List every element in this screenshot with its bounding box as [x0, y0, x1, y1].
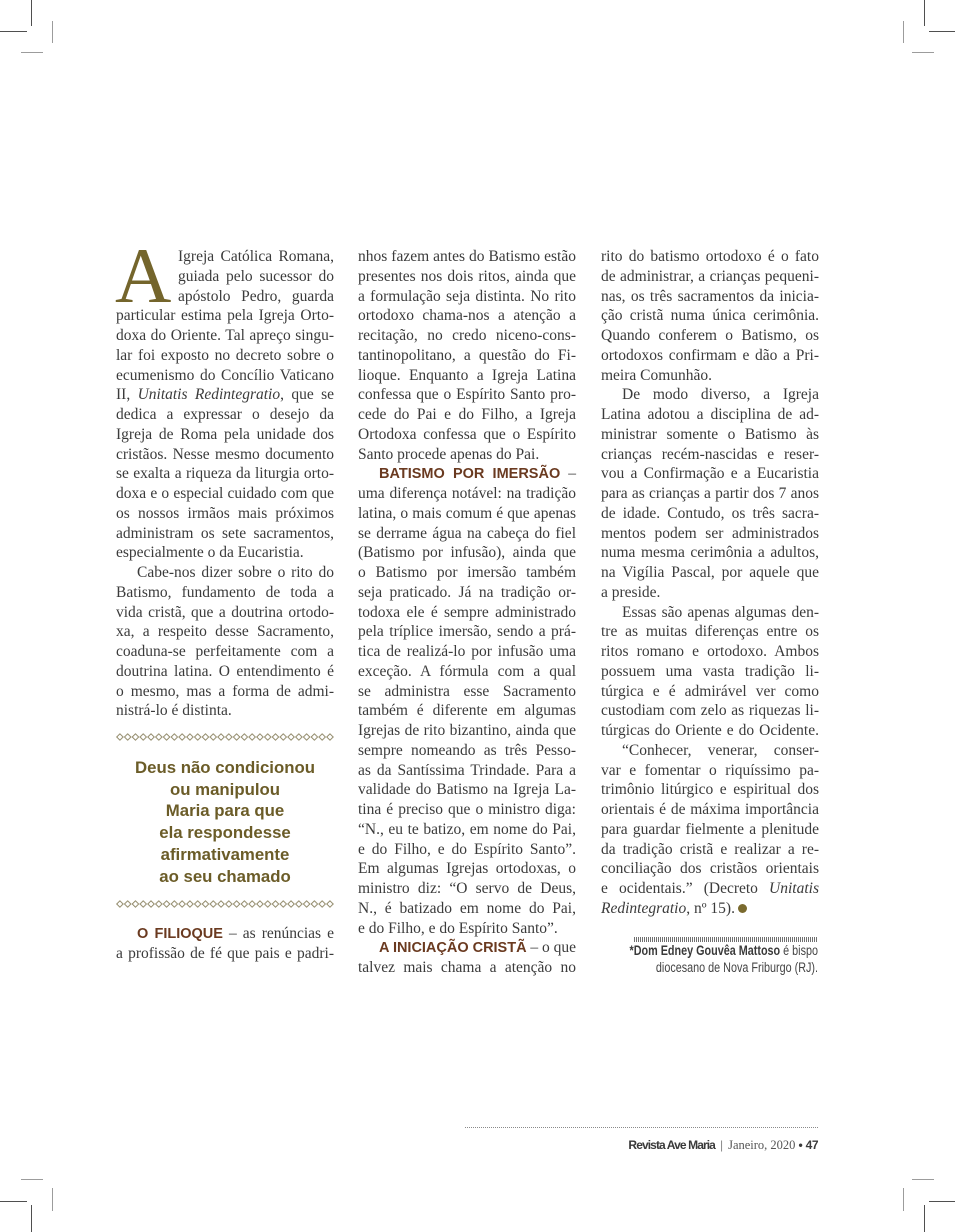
text-line [601, 800, 819, 820]
crop-mark [929, 31, 955, 32]
line-text [116, 386, 334, 403]
pull-quote-line: Deus não condicionou [135, 758, 315, 777]
text-line [601, 326, 819, 346]
text-line [601, 859, 819, 879]
text-line [116, 944, 334, 964]
line-text: uma diferença notável: na tradição [358, 485, 576, 502]
line-text: especialmente o da Eucaristia. [116, 544, 304, 562]
text-line [116, 425, 334, 445]
line-text: ritos romano e ortodoxo. Ambos [601, 643, 819, 660]
text-line [116, 603, 334, 623]
text-line [601, 287, 819, 307]
pull-quote-line: Maria para que [165, 801, 285, 821]
line-text: todoxa ele é sempre administrado [358, 603, 576, 621]
drop-cap: A [115, 232, 172, 319]
text-line [116, 484, 334, 504]
crop-mark [31, 1205, 32, 1232]
line-text: rito do batismo ortodoxo é o fato [601, 248, 819, 265]
line-text: nhos fazem antes do Batismo estão [358, 248, 576, 265]
text-line [601, 346, 819, 366]
text-line [601, 445, 819, 465]
line-text: Cabe-nos dizer sobre o rito do [137, 564, 334, 581]
line-text [137, 925, 334, 942]
document-title-italic: Unitatis [769, 880, 819, 897]
text-line [116, 642, 334, 662]
line-text: cede do Pai e do Filho, a Igreja [358, 406, 576, 423]
line-text: pela tríplice imersão, sendo a prá- [358, 623, 576, 641]
crop-mark [52, 1188, 53, 1211]
line-text: se exalta a riqueza da liturgia orto- [116, 465, 334, 483]
text-line [601, 761, 819, 781]
line-text: meira Comunhão. [601, 366, 713, 384]
text-line [601, 721, 819, 741]
text-line [358, 524, 576, 544]
line-text: apóstolo Pedro, guarda [178, 287, 334, 305]
line-text: lar foi exposto no decreto sobre o [116, 346, 334, 364]
line-text: Igreja de Roma pela unidade dos [116, 425, 334, 443]
text-line [116, 247, 334, 267]
text-line [358, 563, 576, 583]
line-text [601, 900, 747, 917]
text-line [358, 682, 576, 702]
text-line [601, 306, 819, 326]
text-line [358, 603, 576, 623]
line-text: coaduna-se perfeitamente com a [116, 643, 334, 660]
line-text: De modo diverso, a Igreja [622, 386, 819, 404]
pull-quote-line: ao seu chamado [159, 866, 291, 886]
line-text: orientais é de máxima importância [601, 801, 819, 818]
crop-mark [924, 1205, 925, 1232]
text-run: , que se [280, 386, 334, 404]
text-line [116, 622, 334, 642]
text-run: – [560, 465, 577, 483]
footer-separator: | [719, 1138, 724, 1152]
text-line [601, 840, 819, 860]
line-text: numa mesma cerimônia a adultos, [601, 544, 819, 562]
text-line [601, 267, 819, 287]
text-line [358, 622, 576, 642]
section-heading: A INICIAÇÃO CRISTÃ [379, 940, 527, 957]
crop-mark [929, 1201, 955, 1202]
text-line [358, 464, 576, 484]
line-text: se derrame água na cabeça do fiel [358, 524, 576, 542]
line-text: doxa e o especial cuidado com que [116, 485, 334, 502]
author-footnote [560, 942, 818, 976]
article-column-1 [116, 247, 334, 721]
line-text: trimônio litúrgico e espiritual dos [601, 781, 819, 799]
footnote-line [612, 959, 818, 976]
ornamental-divider [116, 733, 334, 741]
text-run: e ocidentais.” (Decreto [601, 880, 770, 897]
text-line [358, 425, 576, 445]
line-text: exceção. A fórmula com a qual [358, 662, 576, 680]
text-line [358, 919, 576, 939]
ornamental-divider [116, 900, 334, 908]
line-text: ção cristã numa única cerimônia. [601, 307, 819, 325]
line-text: dedica a expressar o desejo da [116, 406, 334, 423]
line-text: Essas são apenas algumas den- [622, 603, 819, 621]
line-text: a preside. [601, 583, 661, 601]
text-line [358, 780, 576, 800]
text-line [358, 405, 576, 425]
text-line [116, 267, 334, 287]
line-text: custodiam com zelo as riquezas li- [601, 702, 819, 720]
line-text: latina, o mais comum é que apenas [358, 504, 576, 522]
text-line [358, 958, 576, 978]
text-line [601, 622, 819, 642]
text-line [358, 642, 576, 662]
text-line [601, 899, 819, 919]
text-line [358, 840, 576, 860]
text-line [116, 924, 334, 944]
article-column-1-continued [116, 924, 334, 964]
text-line [358, 504, 576, 524]
line-text: nistrá-lo é distinta. [116, 702, 232, 720]
line-text: seja praticado. Já na tradição or- [358, 583, 576, 601]
article-column-2 [358, 247, 576, 978]
text-line [358, 701, 576, 721]
text-line [116, 701, 334, 721]
line-text: cristãos. Nesse mesmo documento [116, 445, 334, 463]
line-text: os nossos irmãos mais próximos [116, 504, 334, 522]
line-text: xa, a respeito desse Sacramento, [116, 623, 334, 641]
line-text: para as crianças a partir dos 7 anos [601, 485, 819, 502]
section-heading: O FILIOQUE [137, 926, 223, 942]
text-line [116, 445, 334, 465]
text-line [358, 247, 576, 267]
divider-pattern [116, 900, 334, 908]
text-line [601, 405, 819, 425]
text-line [358, 445, 576, 465]
line-text: se administra esse Sacramento [358, 682, 576, 700]
divider-pattern [116, 733, 334, 741]
text-line [116, 682, 334, 702]
pull-quote-line: ou manipulou [170, 779, 280, 799]
line-text: mentos podem ser administrados [601, 524, 819, 542]
page-number: 47 [805, 1138, 818, 1152]
line-text: o Batismo por imersão também [358, 564, 576, 581]
text-line [358, 938, 576, 958]
text-line [116, 366, 334, 386]
text-line [601, 464, 819, 484]
line-text: Batismo, fundamento de toda a [116, 583, 334, 601]
text-line [358, 879, 576, 899]
text-line [358, 662, 576, 682]
pull-quote [116, 757, 334, 887]
footnote-text: diocesano de Nova Friburgo (RJ). [655, 960, 818, 975]
text-line [358, 543, 576, 563]
magazine-name: Revista Ave Maria [628, 1138, 715, 1152]
text-run: , nº 15). [686, 899, 735, 917]
text-line [116, 385, 334, 405]
issue-date: Janeiro, 2020 [728, 1138, 796, 1152]
text-line [116, 504, 334, 524]
line-text: recitação, no credo niceno-cons- [358, 327, 576, 344]
line-text: tantinopolitano, a questão do Fi- [358, 346, 576, 364]
text-line [358, 346, 576, 366]
text-line [358, 859, 576, 879]
line-text: doutrina latina. O entendimento é [116, 662, 334, 680]
pull-quote-line: afirmativamente [160, 844, 290, 864]
line-text: Quando conferem o Batismo, os [601, 327, 819, 344]
line-text: tina é preciso que o ministro diga: [358, 801, 576, 818]
text-line [601, 603, 819, 623]
line-text [379, 465, 576, 482]
line-text: doxa do Oriente. Tal apreço singu- [116, 327, 334, 344]
line-text [601, 880, 819, 897]
text-line [358, 306, 576, 326]
line-text: e do Filho, e do Espírito Santo”. [358, 919, 558, 937]
text-line [358, 287, 576, 307]
text-line [358, 761, 576, 781]
document-title-italic: Unitatis Redintegratio [137, 386, 281, 404]
text-run: II, [116, 386, 138, 404]
text-line [601, 741, 819, 761]
line-text: Latina adotou a disciplina de ad- [601, 406, 819, 423]
line-text: Ortodoxa confessa que o Espírito [358, 425, 576, 443]
text-line [601, 504, 819, 524]
text-run: – o que [526, 939, 576, 957]
text-line [601, 247, 819, 267]
line-text: talvez mais chama a atenção no [358, 959, 576, 976]
line-text: lioque. Enquanto a Igreja Latina [358, 366, 576, 384]
text-line [601, 583, 819, 603]
line-text: crianças recém-nascidas e reser- [601, 445, 819, 463]
line-text: o mesmo, mas a forma de admi- [116, 682, 334, 700]
line-text [379, 939, 576, 956]
text-line [601, 701, 819, 721]
text-line [601, 484, 819, 504]
crop-mark [0, 31, 27, 32]
text-line [358, 899, 576, 919]
crop-mark [0, 1201, 27, 1202]
line-text: Em algumas Igrejas ortodoxas, o [358, 860, 576, 878]
text-line [358, 267, 576, 287]
line-text: ortodoxos confirmam e dão a Pri- [601, 346, 819, 364]
text-line [116, 346, 334, 366]
text-line [358, 484, 576, 504]
line-text: possuem uma vasta tradição li- [601, 662, 819, 680]
line-text: tica de realizá-lo por infusão uma [358, 643, 576, 660]
line-text: túrgicas do Oriente e do Ocidente. [601, 722, 819, 739]
author-name: *Dom Edney Gouvêa Mattoso [629, 943, 781, 958]
line-text: tre as muitas diferenças entre os [601, 623, 819, 641]
crop-mark [912, 1179, 934, 1180]
text-line [358, 366, 576, 386]
line-text: na Vigília Pascal, por aquele que [601, 564, 819, 581]
crop-mark [924, 0, 925, 26]
line-text: de idade. Contudo, os três sacra- [601, 504, 819, 522]
section-heading: BATISMO POR IMERSÃO [379, 466, 561, 483]
crop-mark [21, 1179, 43, 1180]
line-text: nas, os três sacramentos da inicia- [601, 287, 819, 305]
crop-mark [31, 0, 32, 26]
page-footer [628, 1136, 818, 1154]
text-line [116, 287, 334, 307]
line-text: var e fomentar o riquíssimo pa- [601, 761, 819, 779]
text-line [358, 800, 576, 820]
text-line [601, 543, 819, 563]
text-line [116, 405, 334, 425]
line-text: túrgica e é admirável ver como [601, 682, 819, 700]
line-text: para guardar fielmente a plenitude [601, 820, 819, 838]
text-line [116, 543, 334, 563]
line-text: também é diferente em algumas [358, 702, 576, 720]
crop-mark [903, 21, 904, 43]
text-line [358, 820, 576, 840]
line-text: Igrejas de rito bizantino, ainda que [358, 722, 576, 739]
text-run: – as renúncias e [222, 925, 334, 942]
footnote-line [612, 942, 818, 959]
text-line [358, 385, 576, 405]
line-text: ortodoxo chama-nos a atenção a [358, 307, 576, 325]
line-text: a formulação seja distinta. No rito [358, 287, 576, 305]
text-line [358, 741, 576, 761]
text-line [601, 524, 819, 544]
line-text: validade do Batismo na Igreja La- [358, 781, 576, 799]
text-line [358, 583, 576, 603]
line-text: da tradição cristã e realizar a re- [601, 840, 819, 858]
line-text: vida cristã, que a doutrina ortodo- [116, 603, 334, 621]
end-of-article-mark-icon [738, 904, 747, 913]
footnote-text: é bispo [780, 943, 818, 958]
line-text: conciliação dos cristãos orientais [601, 860, 819, 878]
text-line [601, 682, 819, 702]
line-text: vou a Confirmação e a Eucaristia [601, 465, 819, 483]
text-line [116, 662, 334, 682]
text-line [601, 563, 819, 583]
text-line [601, 820, 819, 840]
text-line [601, 385, 819, 405]
line-text: presentes nos dois ritos, ainda que [358, 267, 576, 285]
footer-rule [465, 1127, 818, 1128]
text-line [116, 524, 334, 544]
text-line [358, 721, 576, 741]
crop-mark [903, 1188, 904, 1211]
line-text: Igreja Católica Romana, [178, 248, 334, 265]
line-text: de administrar, a crianças pequeni- [601, 267, 819, 285]
line-text: ecumenismo do Concílio Vaticano [116, 366, 334, 384]
text-line [601, 425, 819, 445]
line-text: “Conhecer, venerar, conser- [622, 741, 819, 759]
text-line [116, 563, 334, 583]
crop-mark [21, 52, 43, 53]
text-line [601, 780, 819, 800]
line-text: particular estima pela Igreja Orto- [116, 307, 334, 325]
line-text: N., é batizado em nome do Pai, [358, 899, 576, 917]
line-text: a profissão de fé que pais e padri- [116, 944, 334, 962]
line-text: e do Filho, e do Espírito Santo”. [358, 840, 576, 858]
line-text: confessa que o Espírito Santo pro- [358, 386, 576, 404]
text-line [116, 583, 334, 603]
line-text: (Batismo por infusão), ainda que [358, 544, 576, 562]
line-text: as da Santíssima Trindade. Para a [358, 761, 576, 779]
text-line [601, 642, 819, 662]
text-line [601, 366, 819, 386]
text-line [358, 326, 576, 346]
article-column-3 [601, 247, 819, 919]
line-text: “N., eu te batizo, em nome do Pai, [358, 820, 576, 838]
crop-mark [52, 21, 53, 43]
line-text: ministro diz: “O servo de Deus, [358, 880, 576, 897]
line-text: administram os sete sacramentos, [116, 524, 334, 542]
line-text: guiada pelo sucessor do [178, 267, 334, 285]
document-title-italic: Redintegratio [601, 899, 687, 917]
crop-mark [912, 52, 934, 53]
line-text: Santo procede apenas do Pai. [358, 445, 540, 463]
text-line [116, 464, 334, 484]
pull-quote-line: ela respondesse [159, 823, 291, 843]
text-line [116, 326, 334, 346]
line-text: sempre nomeando as três Pesso- [358, 741, 576, 759]
line-text: ministrar somente o Batismo às [601, 425, 819, 443]
text-line [601, 662, 819, 682]
bullet-icon: • [798, 1138, 803, 1152]
text-line [601, 879, 819, 899]
text-line [116, 306, 334, 326]
